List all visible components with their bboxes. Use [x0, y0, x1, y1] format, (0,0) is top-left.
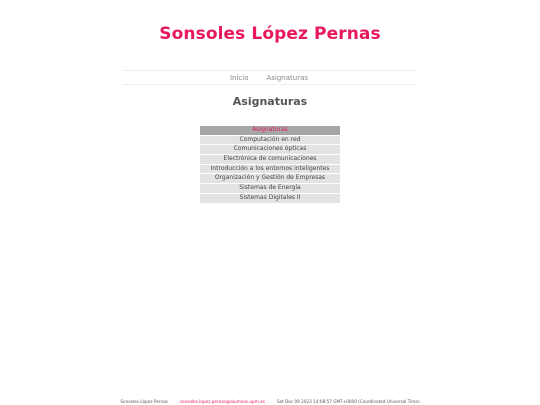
nav-link-inicio[interactable]: Inicio	[229, 73, 249, 82]
course-item-electronica-de-comunicaciones[interactable]: Electrónica de comunicaciones	[200, 155, 340, 164]
footer-author-name: Sonsoles López Pernas	[120, 399, 168, 404]
course-list	[200, 126, 340, 204]
site-title: Sonsoles López Pernas	[159, 24, 381, 44]
course-item-comunicaciones-opticas[interactable]: Comunicaciones ópticas	[200, 145, 340, 154]
course-item-sistemas-digitales-ii[interactable]: Sistemas Digitales II	[200, 194, 340, 203]
navbar	[122, 70, 416, 85]
course-item-sistemas-de-energia[interactable]: Sistemas de Energía	[200, 184, 340, 193]
course-item-computacion-en-red[interactable]: Computación en red	[200, 136, 340, 145]
course-item-introduccion-entornos-inteligentes[interactable]: Introducción a los entornos inteligentes	[200, 165, 340, 174]
course-list-header: Asignaturas	[200, 126, 340, 135]
footer-timestamp: Sat Dec 09 2023 14:08:57 GMT+0000 (Coordinated Universal Time)	[276, 399, 420, 404]
footer	[0, 399, 540, 404]
course-item-organizacion-gestion-empresas[interactable]: Organización y Gestión de Empresas	[200, 174, 340, 183]
page-heading: Asignaturas	[232, 95, 308, 108]
footer-email-link[interactable]: sonsoles.lopez.pernas@alumnos.upm.es	[179, 399, 265, 404]
nav-link-asignaturas[interactable]: Asignaturas	[266, 73, 309, 82]
